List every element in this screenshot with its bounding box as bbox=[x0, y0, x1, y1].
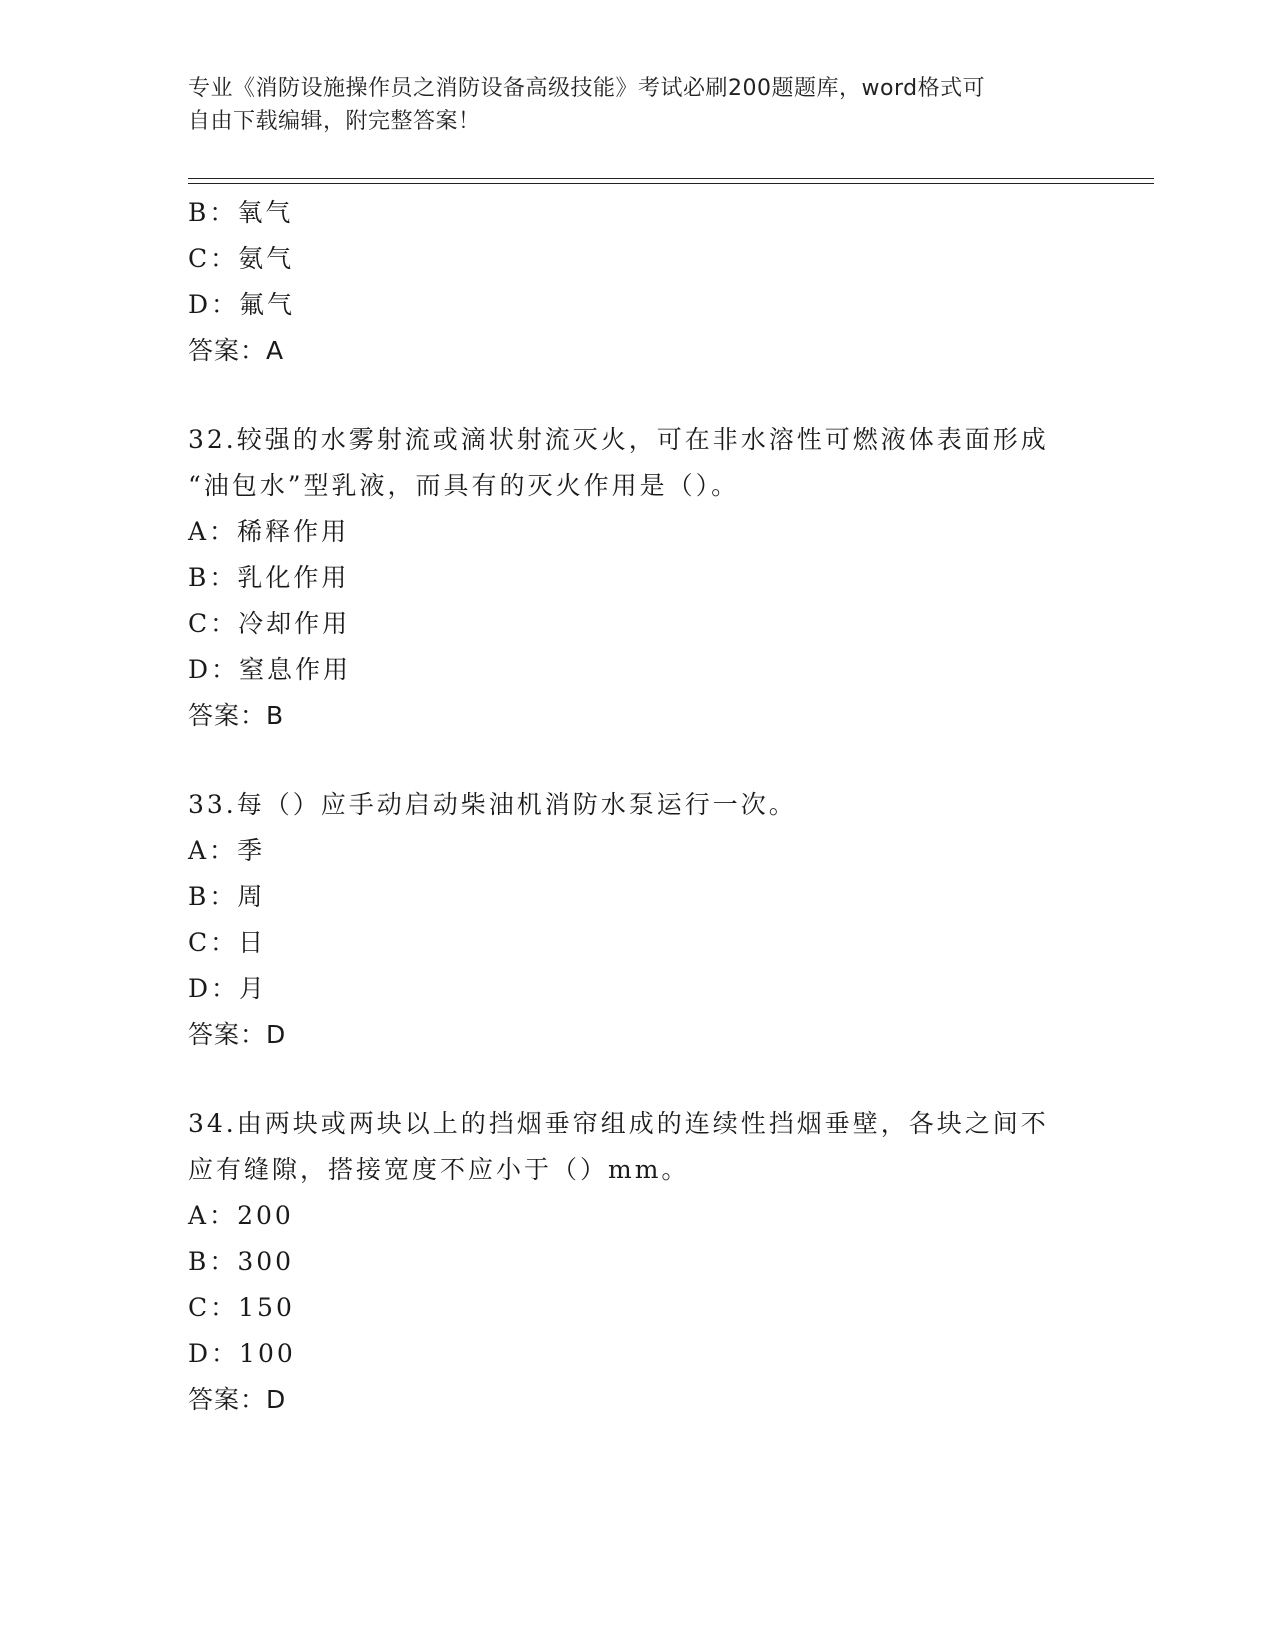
option-a: A：稀释作用 bbox=[188, 517, 350, 546]
question-32 bbox=[188, 417, 1088, 739]
question-34 bbox=[188, 1101, 1088, 1423]
option-b: B：氧气 bbox=[188, 198, 294, 227]
answer-line: 答案：B bbox=[188, 701, 285, 730]
document-header bbox=[188, 72, 1068, 138]
option-a: A：季 bbox=[188, 836, 266, 865]
header-line-1: 专业《消防设施操作员之消防设备高级技能》考试必刷200题题库，word格式可 bbox=[188, 76, 986, 101]
option-b: B：周 bbox=[188, 882, 266, 911]
question-list bbox=[188, 190, 1088, 1423]
option-d: D：月 bbox=[188, 974, 268, 1003]
header-rule-top bbox=[188, 178, 1154, 179]
option-c: C：日 bbox=[188, 928, 267, 957]
option-b: B：300 bbox=[188, 1247, 295, 1276]
header-rule-bottom bbox=[188, 183, 1154, 184]
question-text: 33.每（）应手动启动柴油机消防水泵运行一次。 bbox=[188, 790, 797, 819]
header-line-2: 自由下载编辑，附完整答案！ bbox=[188, 109, 481, 134]
option-d: D：氟气 bbox=[188, 290, 296, 319]
option-a: A：200 bbox=[188, 1201, 294, 1230]
option-b: B：乳化作用 bbox=[188, 563, 350, 592]
option-d: D：窒息作用 bbox=[188, 655, 352, 684]
question-text: 34.由两块或两块以上的挡烟垂帘组成的连续性挡烟垂壁，各块之间不 应有缝隙，搭接宽度不应小于（）mm。 bbox=[188, 1109, 1049, 1184]
answer-line: 答案：A bbox=[188, 336, 285, 365]
option-c: C：150 bbox=[188, 1293, 295, 1322]
option-c: C：氨气 bbox=[188, 244, 295, 273]
answer-line: 答案：D bbox=[188, 1385, 287, 1414]
option-d: D：100 bbox=[188, 1339, 296, 1368]
question-31-continued bbox=[188, 190, 1088, 374]
answer-line: 答案：D bbox=[188, 1020, 287, 1049]
option-c: C：冷却作用 bbox=[188, 609, 351, 638]
question-text: 32.较强的水雾射流或滴状射流灭火，可在非水溶性可燃液体表面形成 “油包水”型乳液，而具有的灭火作用是（）。 bbox=[188, 425, 1049, 500]
question-33 bbox=[188, 782, 1088, 1058]
